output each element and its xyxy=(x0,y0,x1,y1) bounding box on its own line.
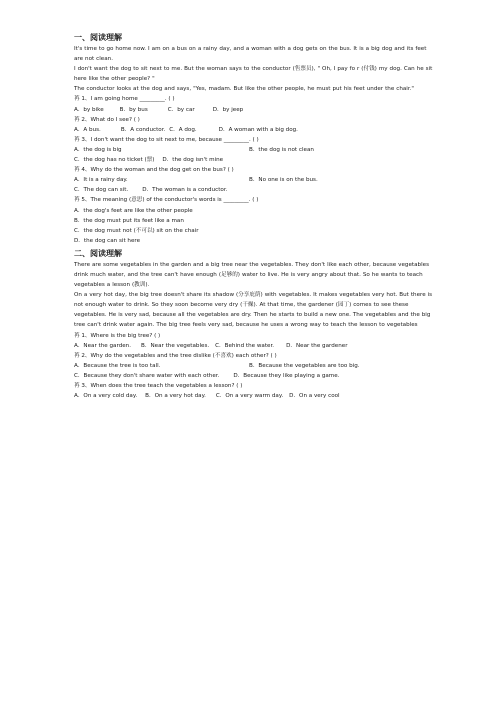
s2-passage-p1: There are some vegetables in the garden and a big tree near the vegetables. They don't like each other, because vegetables drink much water, and the tree can't have enough (足够的) water to live. He is very angry about that. So he wants to teach vegetables a lesson (教训). xyxy=(74,261,429,289)
option-a: A．It is a rainy day. xyxy=(74,177,128,184)
option-d: D．by jeep xyxy=(212,106,244,113)
option-a: A．the dog is big xyxy=(74,146,122,153)
option-a: A．the dog's feet are like the other people xyxy=(74,207,193,214)
option-c: C．Behind the water. xyxy=(215,342,275,349)
document-page xyxy=(74,31,434,401)
option-d: D．Near the gardener xyxy=(286,342,348,349)
option-d: D．Because they like playing a game. xyxy=(233,372,340,379)
s2-q2-stem: 苒 2、Why do the vegetables and the tree dislike (不喜欢) each other? ( ) xyxy=(74,352,277,359)
option-a: A．Because the tree is too tall. xyxy=(74,362,161,369)
s2-q2-options-row2 xyxy=(74,371,434,381)
option-d: D．On a very cool xyxy=(289,393,340,400)
s1-q2-options xyxy=(74,125,434,135)
s1-q2-stem: 苒 2、What do I see? ( ) xyxy=(74,116,140,123)
s1-passage-p2: I don't want the dog to sit next to me. But the woman says to the conductor (售票员), " Oh, I pay fo r (付钱) my dog. Can he sit here like the other people? " xyxy=(74,66,433,83)
s1-q3-stem: 苒 3、I don't want the dog to sit next to me, because _________. ( ) xyxy=(74,136,259,143)
s1-q5-stem: 苒 5、The meaning (意思) of the conductor's words is _________. ( ) xyxy=(74,197,259,204)
option-b: B．the dog must put its feet like a man xyxy=(74,217,184,224)
option-b: B．On a very hot day. xyxy=(145,393,206,400)
s1-q4-stem: 苒 4、Why do the woman and the dog get on the bus? ( ) xyxy=(74,167,234,174)
option-a: A．Near the garden. xyxy=(74,342,132,349)
s2-q1-stem: 苒 1、Where is the big tree? ( ) xyxy=(74,332,161,339)
s2-q2-options-row1 xyxy=(74,361,434,371)
option-d: D．A woman with a big dog. xyxy=(218,126,298,133)
option-b: B．A conductor. xyxy=(120,126,166,133)
option-b: B．Because the vegetables are too big. xyxy=(249,362,360,369)
s1-q3-options-row2 xyxy=(74,155,434,165)
s1-passage-p1: It's time to go home now. I am on a bus on a rainy day, and a woman with a dog gets on the bus. It is a big dog and its feet are not clean. xyxy=(74,46,427,63)
option-b: B．by bus xyxy=(119,106,148,113)
option-c: C．Because they don't share water with each other. xyxy=(74,372,220,379)
s1-q3-options-row1 xyxy=(74,145,434,155)
option-c: C．the dog has no ticket (票) xyxy=(74,157,155,164)
option-d: D．the dog can sit here xyxy=(74,237,141,244)
option-b: B．the dog is not clean xyxy=(249,146,314,153)
option-b: B．No one is on the bus. xyxy=(249,177,318,184)
option-a: A．On a very cold day. xyxy=(74,393,138,400)
s1-passage-p3: The conductor looks at the dog and says, "Yes, madam. But like the other people, he must put his feet under the chair." xyxy=(74,86,414,93)
s2-q3-options xyxy=(74,391,434,401)
option-c: C．On a very warm day. xyxy=(215,393,284,400)
s1-q4-options-row2 xyxy=(74,185,434,195)
section-2-title: 二、阅读理解 xyxy=(74,248,122,258)
option-d: D．the dog isn't mine xyxy=(162,157,224,164)
s2-q3-stem: 苒 3、When does the tree teach the vegetables a lesson? ( ) xyxy=(74,383,243,389)
option-d: D．The woman is a conductor. xyxy=(142,187,228,194)
s1-q1-stem: 苒 1、I am going home _________. ( ) xyxy=(74,96,175,103)
option-a: A．by bike xyxy=(74,106,104,113)
s1-q4-options-row1 xyxy=(74,175,434,185)
option-c: C．the dog must not (不可以) sit on the chair xyxy=(74,227,199,234)
s2-passage-p2: On a very hot day, the big tree doesn't share its shadow (分享庇荫) with vegetables. It makes vegetables very hot. But there is not enough water to drink. So they soon become very dry (干燥). At that time, the gardener (园丁) comes to see these vegetables. He is very sad, because all the vegetables are dry. Then he starts to build a new one. The vegetables and the big tree can't drink water again. The big tree feels very sad, because he uses a wrong way to teach the lesson to vegetables xyxy=(74,292,433,329)
option-b: B．Near the vegetables. xyxy=(141,342,210,349)
option-a: A．A bus. xyxy=(74,126,101,133)
s1-q1-options xyxy=(74,105,434,115)
s2-q1-options xyxy=(74,341,434,351)
section-1-title: 一、阅读理解 xyxy=(74,33,122,42)
option-c: C．by car xyxy=(167,106,195,113)
option-c: C．A dog. xyxy=(169,126,197,133)
option-c: C．The dog can sit. xyxy=(74,187,129,194)
